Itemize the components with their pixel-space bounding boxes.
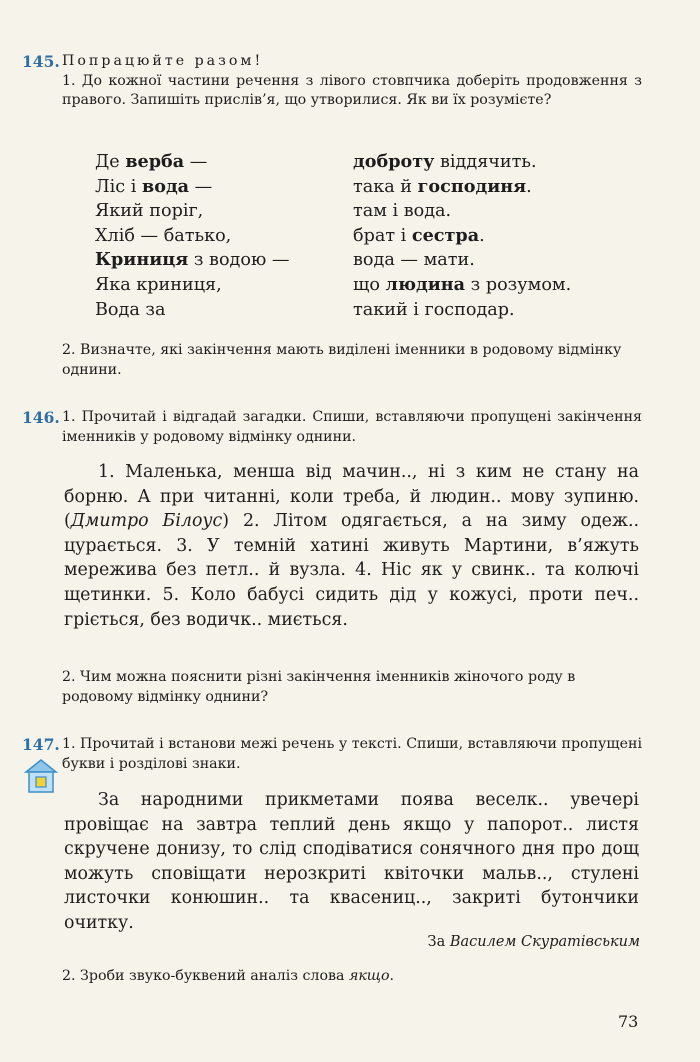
text-segment: Ліс і <box>95 176 142 197</box>
proverb-row <box>95 273 615 298</box>
bold-noun: вода <box>141 175 190 197</box>
exercise-number: 145. <box>22 52 60 71</box>
attribution <box>428 934 640 950</box>
text-segment: там і вода. <box>353 201 452 222</box>
proverb-row <box>95 224 615 249</box>
text-segment: Вода за <box>95 299 166 320</box>
text-segment: Де <box>95 152 126 172</box>
text-segment: . <box>526 176 532 197</box>
text-segment: така й <box>353 176 418 197</box>
right-part <box>353 199 451 224</box>
right-part <box>353 298 515 323</box>
proverb-row <box>95 175 615 200</box>
text-segment: з водою — <box>188 250 290 271</box>
left-part <box>95 273 222 298</box>
left-part <box>95 199 203 224</box>
ex145-task-2: 2. Визначте, які закінчення мають виділені іменники в родовому відмінку однини. <box>62 342 622 378</box>
bold-noun: людина <box>385 273 466 295</box>
ex147-task-2 <box>62 967 640 987</box>
left-part <box>95 150 207 175</box>
text-segment: з розумом. <box>465 274 572 295</box>
task-1: 1. Прочитай і відгадай загадки. Спиши, вставляючи пропущені закінчення іменників у родовому відмінку однини. <box>62 409 642 445</box>
attribution-author: Василем Скуратівським <box>449 934 640 950</box>
text-segment: — <box>189 176 213 197</box>
text-segment: брат і <box>353 225 412 246</box>
task-1: 1. До кожної частини речення з лівого стовпчика доберіть продовження з правого. Запишіть прислів’я, що утворилися. Як ви їх розумієте? <box>62 72 642 109</box>
left-part <box>95 224 231 249</box>
text-segment: Яка криниця, <box>95 274 222 295</box>
ex146-task-2: 2. Чим можна пояснити різні закінчення іменників жіночого роду в родовому відмінку однини? <box>62 669 576 705</box>
attribution-prefix: За <box>427 934 450 950</box>
task-text <box>62 52 642 111</box>
right-part <box>353 248 475 273</box>
house-icon <box>24 758 58 794</box>
exercise-number: 146. <box>22 408 60 427</box>
proverb-row <box>95 248 615 273</box>
proverb-pairs <box>95 150 615 322</box>
right-part <box>353 273 571 298</box>
left-part <box>95 175 212 200</box>
proverb-row <box>95 150 615 175</box>
task-2-text: 2. Зроби звуко-буквений аналіз слова <box>62 968 349 984</box>
right-part <box>353 224 485 249</box>
right-part <box>353 175 532 200</box>
text-segment: вода — мати. <box>353 250 475 271</box>
page-number: 73 <box>618 1012 639 1031</box>
left-part <box>95 298 166 323</box>
text-segment: що <box>353 274 386 295</box>
task-2-suffix: . <box>389 968 395 984</box>
right-part <box>353 150 537 175</box>
bold-noun: верба <box>125 151 185 172</box>
text-segment: віддячить. <box>434 152 537 172</box>
exercise-145 <box>22 52 642 111</box>
text-segment: такий і господар. <box>353 299 515 320</box>
exercise-number: 147. <box>22 735 60 754</box>
text-segment: Який поріг, <box>95 201 204 222</box>
exercise-146 <box>22 408 642 447</box>
proverb-row <box>95 199 615 224</box>
bold-noun: господиня <box>417 175 527 197</box>
text-segment: Хліб — батько, <box>95 225 232 246</box>
exercise-heading: Попрацюйте разом! <box>62 53 264 69</box>
text-segment: . <box>479 225 485 246</box>
bold-noun: доброту <box>353 151 435 172</box>
bold-noun: сестра <box>411 224 480 246</box>
task-2-word: якщо <box>348 968 390 984</box>
riddles-part-a: 1. Маленька, менша від мачин.., ні з ким не стану на борню. А при читанні, коли треба, й людин.. мову зупиню. ( <box>64 462 639 532</box>
riddles-text <box>64 460 639 632</box>
riddle-author: Дмитро Білоус <box>70 511 223 532</box>
text-passage <box>64 788 639 936</box>
passage-body: За народними прикметами поява веселк.. увечері провіщає на завтра теплий день якщо у папорот.. листя скручене донизу, то слід сподіватися сонячного дня про дощ можуть сповіщати нерозкриті квіточки мальв.., стулені листочки конюшин.. та квасениц.., закриті бутончики очитку. <box>64 790 639 933</box>
left-part <box>95 248 290 273</box>
task-1: 1. Прочитай і встанови межі речень у тексті. Спиши, вставляючи пропущені букви і розділові знаки. <box>62 736 642 772</box>
exercise-147 <box>22 735 642 774</box>
proverb-row <box>95 298 615 323</box>
text-segment: — <box>184 152 208 172</box>
riddles-part-b: ) 2. Літом одягається, а на зиму одеж.. цурається. 3. У темній хатині живуть Мартини, в’яжуть мережива без петл.. й вузла. 4. Ніс як у свинк.. та колючі щетинки. 5. Коло бабусі сидить дід у кожусі, проти печ.. гріється, без водичк.. миється. <box>64 511 639 630</box>
bold-noun: Криниця <box>95 249 189 271</box>
